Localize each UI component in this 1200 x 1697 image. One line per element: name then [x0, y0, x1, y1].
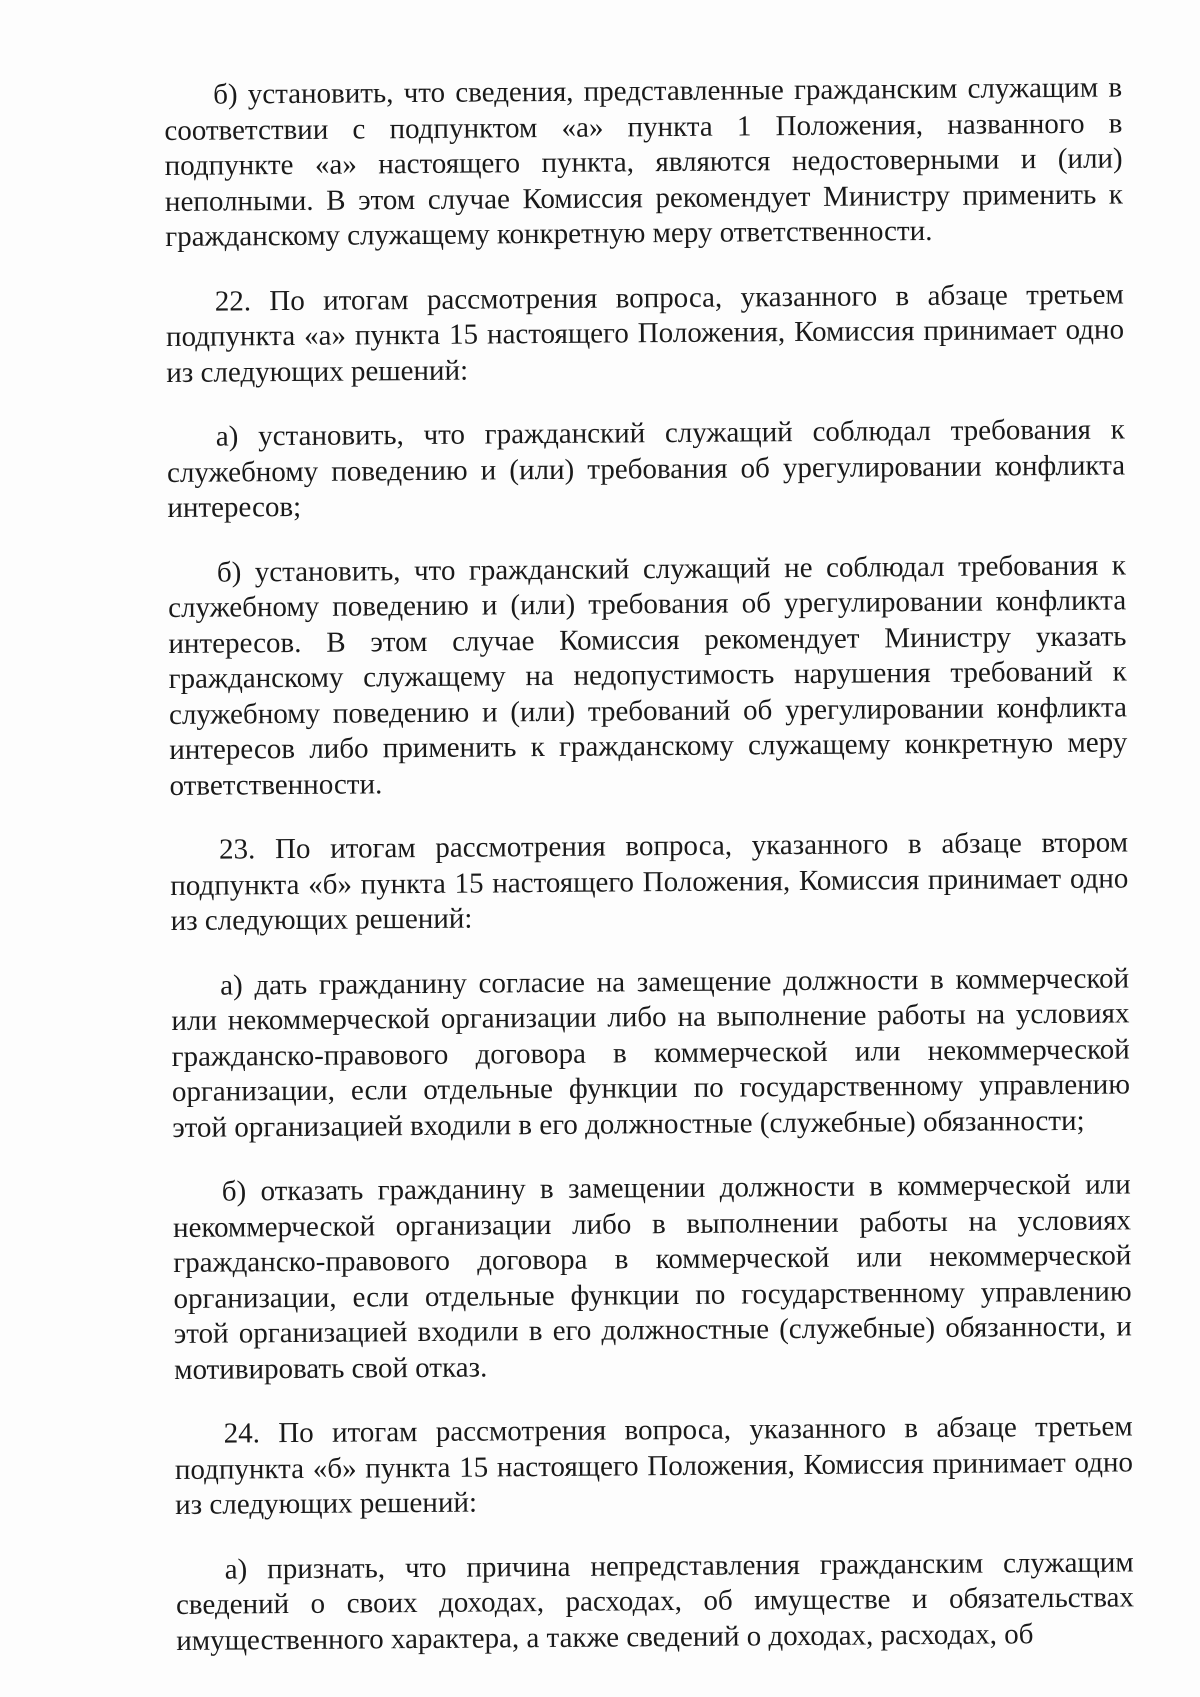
paragraph-22b: б) установить, что гражданский служащий не соблюдал требования к служебному поведению и (или) требования об урегулировании конфликта интересов. В этом случае Комиссия рекомендует Министру указать гражданскому служащему на недопустимость нарушения требований к служебному поведению и (или) требований об урегулировании конфликта интересов либо применить к гражданскому служащему конкретную меру ответственности. [168, 548, 1128, 802]
paragraph-24a: а) признать, что причина непредставления гражданским служащим сведений о своих доходах, расходах, об имуществе и обязательствах имущественного характера, а также сведений о доходах, расходах, об [175, 1545, 1135, 1657]
paragraph-23: 23. По итогам рассмотрения вопроса, указанного в абзаце втором подпункта «б» пункта 15 настоящего Положения, Комиссия принимает одно из следующих решений: [170, 826, 1129, 937]
paragraph-22a: а) установить, что гражданский служащий соблюдал требования к служебному поведению и (или) требования об урегулировании конфликта интересов; [166, 413, 1126, 524]
paragraph-23a: а) дать гражданину согласие на замещение должности в коммерческой или некоммерческой организации либо на выполнение работы на условиях гражданско-правового договора в коммерческой или некоммерческой организации, если отдельные функции по государственному управлению этой организацией входили в его должностные (служебные) обязанности; [171, 961, 1131, 1144]
paragraph-24: 24. По итогам рассмотрения вопроса, указанного в абзаце третьем подпункта «б» пункта 15 настоящего Положения, Комиссия принимает одно из следующих решений: [174, 1410, 1134, 1521]
document-body [164, 70, 1134, 1658]
paragraph-22: 22. По итогам рассмотрения вопроса, указанного в абзаце третьем подпункта «а» пункта 15 настоящего Положения, Комиссия принимает одно из следующих решений: [165, 277, 1125, 389]
paragraph-21b: б) установить, что сведения, представленные гражданским служащим в соответствии с подпунктом «а» пункта 1 Положения, названного в подпункте «а» настоящего пункта, являются недостоверными и (или) неполными. В этом случае Комиссия рекомендует Министру применить к гражданскому служащему конкретную меру ответственности. [164, 71, 1124, 253]
paragraph-23b: б) отказать гражданину в замещении должности в коммерческой или некоммерческой организации либо в выполнении работы на условиях гражданско-правового договора в коммерческой или некоммерческой организации, если отдельные функции по государственному управлению этой организацией входили в его должностные (служебные) обязанности, и мотивировать свой отказ. [172, 1168, 1132, 1386]
